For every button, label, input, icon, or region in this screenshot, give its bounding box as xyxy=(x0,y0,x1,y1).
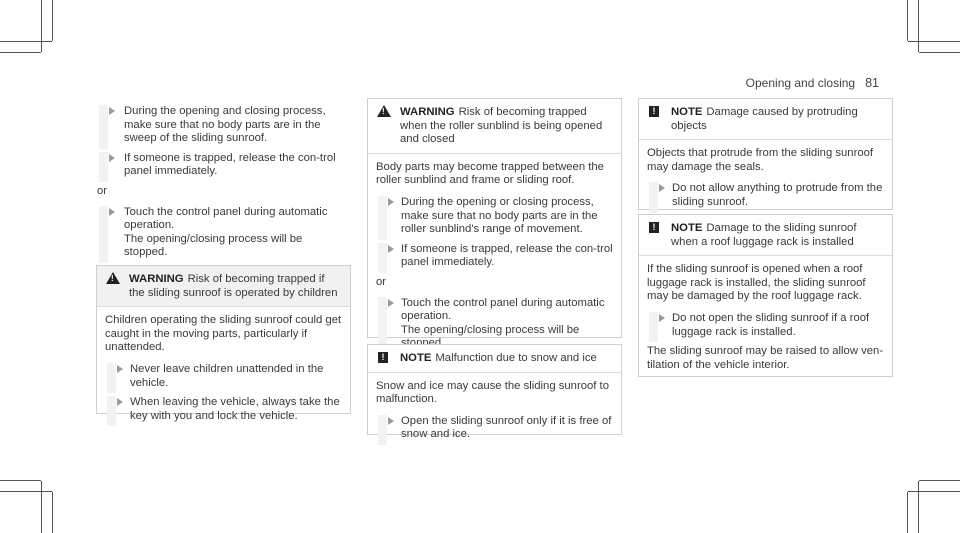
list-item xyxy=(376,243,613,270)
bullet-bar xyxy=(99,152,108,182)
bullet-text: When leaving the vehicle, always take the key with you and lock the vehicle. xyxy=(130,396,340,422)
arrow-icon xyxy=(388,198,394,206)
crop-mark xyxy=(41,0,42,52)
note-keyword: NOTE xyxy=(671,222,703,234)
note-text-2: The sliding sunroof may be raised to allow ven-tilation of the vehicle interior. xyxy=(647,345,884,371)
crop-mark xyxy=(907,492,908,533)
page-number: 81 xyxy=(865,76,879,90)
arrow-icon xyxy=(117,398,123,406)
crop-mark xyxy=(908,41,960,42)
crop-mark xyxy=(0,41,52,42)
list-item xyxy=(105,396,342,423)
crop-mark xyxy=(918,481,919,533)
list-item xyxy=(97,152,347,179)
crop-mark xyxy=(0,491,52,492)
list-item xyxy=(376,196,613,237)
arrow-icon xyxy=(109,107,115,115)
note-box xyxy=(367,344,622,441)
note-box xyxy=(638,214,893,377)
warning-keyword: WARNING xyxy=(400,106,455,118)
crop-mark xyxy=(0,480,41,481)
list-item xyxy=(105,363,342,390)
note-header xyxy=(368,345,621,373)
warning-icon: ! xyxy=(106,272,120,284)
crop-mark xyxy=(52,492,53,533)
warning-text: Body parts may become trapped between the roller sunblind and frame or sliding roof. xyxy=(376,160,604,187)
warning-header xyxy=(368,99,621,154)
warning-box xyxy=(367,98,622,338)
page-header xyxy=(746,76,879,90)
note-title: Malfunction due to snow and ice xyxy=(435,352,597,364)
warning-box xyxy=(96,265,351,422)
note-icon: ! xyxy=(649,106,659,117)
bullet-bar xyxy=(649,182,658,212)
bullet-text: Do not allow anything to protrude from the sliding sunroof. xyxy=(672,182,883,208)
bullet-bar xyxy=(107,396,116,426)
note-body xyxy=(639,256,892,384)
crop-mark xyxy=(919,480,960,481)
note-title: Damage caused by protruding objects xyxy=(671,106,858,132)
warning-body xyxy=(368,154,621,361)
bullet-text-extra: The opening/closing process will be stopped. xyxy=(124,232,303,259)
bullet-text: Do not open the sliding sunroof if a roof luggage rack is installed. xyxy=(672,311,870,338)
bullet-text: Touch the control panel during automatic operation. xyxy=(124,205,328,232)
warning-title: Risk of becoming trapped if the sliding sunroof is operated by children xyxy=(129,273,338,299)
note-header xyxy=(639,215,892,256)
note-keyword: NOTE xyxy=(400,352,432,364)
list-item xyxy=(376,415,613,442)
warning-title: Risk of becoming trapped when the roller sunblind is being opened and closed xyxy=(400,106,603,146)
list-item xyxy=(97,206,347,260)
bullet-bar xyxy=(99,105,108,149)
bullet-bar xyxy=(378,415,387,445)
warning-icon: ! xyxy=(377,105,391,117)
bullet-text: During the opening and closing process, make sure that no body parts are in the sweep of the sliding sunroof. xyxy=(124,105,326,145)
crop-mark xyxy=(0,52,41,53)
section-title: Opening and closing xyxy=(745,76,856,90)
bullet-bar xyxy=(107,363,116,393)
note-icon: ! xyxy=(649,222,659,233)
arrow-icon xyxy=(388,245,394,253)
bullet-bar xyxy=(378,243,387,273)
note-text: If the sliding sunroof is opened when a roof luggage rack is installed, the sliding sunroof may be damaged by the roof luggage rack. xyxy=(647,263,866,303)
arrow-icon xyxy=(109,208,115,216)
note-text: Snow and ice may cause the sliding sunroof to malfunction. xyxy=(376,379,609,406)
note-body xyxy=(639,140,892,219)
warning-body xyxy=(97,307,350,433)
note-keyword: NOTE xyxy=(671,106,703,118)
arrow-icon xyxy=(659,314,665,322)
warning-keyword: WARNING xyxy=(129,273,184,285)
arrow-icon xyxy=(388,299,394,307)
note-text: Objects that protrude from the sliding sunroof may damage the seals. xyxy=(647,147,874,173)
arrow-icon xyxy=(109,154,115,162)
bullet-bar xyxy=(99,206,108,263)
bullet-bar xyxy=(649,312,658,342)
arrow-icon xyxy=(659,184,665,192)
bullet-text: During the opening or closing process, make sure that no body parts are in the roller sunblind's range of movement. xyxy=(401,195,598,236)
or-text: or xyxy=(376,275,387,288)
note-body xyxy=(368,373,621,452)
bullet-text: Open the sliding sunroof only if it is free of snow and ice. xyxy=(401,414,612,441)
list-item xyxy=(647,312,884,339)
note-box xyxy=(638,98,893,210)
bullet-text: If someone is trapped, release the con-trol panel immediately. xyxy=(401,242,613,269)
bullet-text-extra: The opening/closing process will be xyxy=(401,323,580,336)
crop-mark xyxy=(907,0,908,41)
note-title: Damage to the sliding sunroof when a roof luggage rack is installed xyxy=(671,222,857,248)
crop-mark xyxy=(908,491,960,492)
crop-mark xyxy=(919,52,960,53)
bullet-text: Never leave children unattended in the vehicle. xyxy=(130,362,324,389)
note-icon: ! xyxy=(378,352,388,363)
note-header xyxy=(639,99,892,140)
crop-mark xyxy=(52,0,53,41)
bullet-text: If someone is trapped, release the con-trol panel immediately. xyxy=(124,151,336,178)
arrow-icon xyxy=(117,365,123,373)
crop-mark xyxy=(918,0,919,52)
or-text: or xyxy=(97,184,108,197)
list-item xyxy=(376,297,613,351)
warning-header xyxy=(97,266,350,307)
warning-text: Children operating the sliding sunroof could get caught in the moving parts, particularly if unattended. xyxy=(105,314,342,354)
bullet-bar xyxy=(378,196,387,240)
bullet-text: Touch the control panel during automatic operation. xyxy=(401,296,605,323)
list-item xyxy=(97,105,347,146)
column-1 xyxy=(97,105,347,266)
arrow-icon xyxy=(388,417,394,425)
list-item xyxy=(647,182,884,209)
crop-mark xyxy=(41,481,42,533)
